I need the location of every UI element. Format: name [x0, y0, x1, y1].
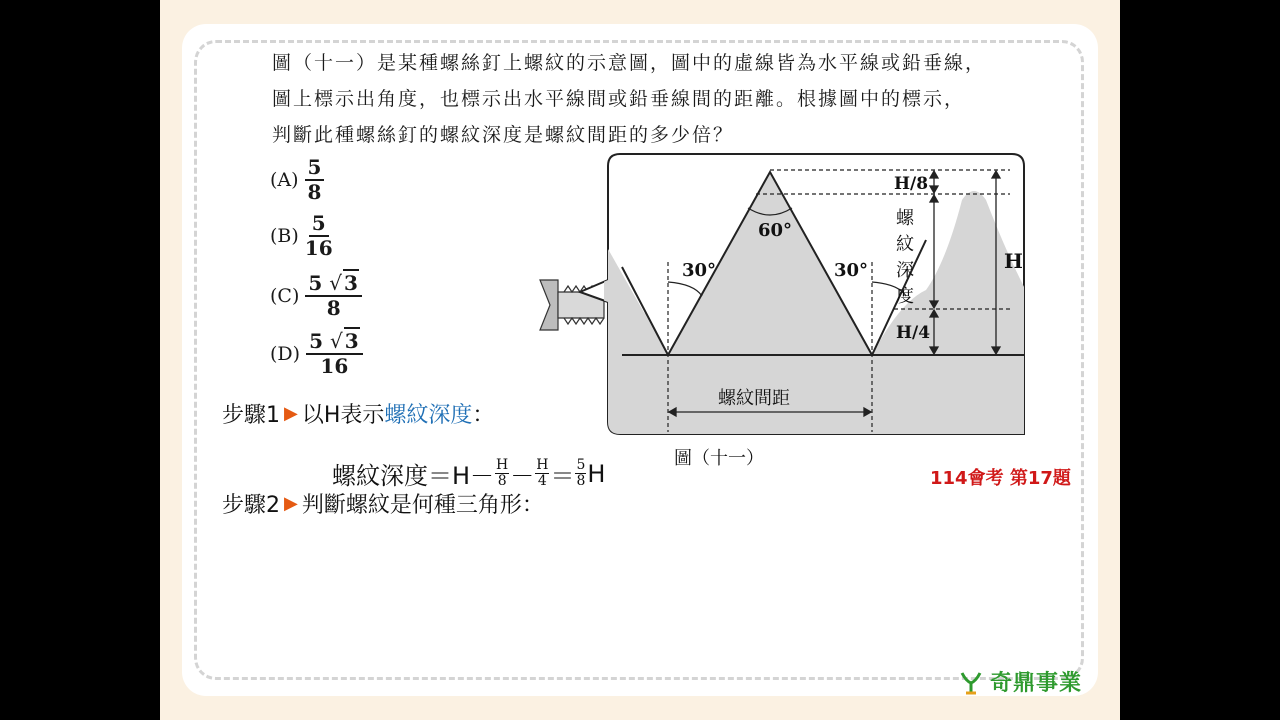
step1-text: 以H表示: [301, 403, 385, 428]
slide: [160, 0, 1120, 720]
question-line-2: 圖上標示出角度，也標示出水平線間或鉛垂線間的距離。根據圖中的標示，: [272, 88, 966, 110]
svg-text:深: 深: [896, 260, 914, 281]
option-d[interactable]: [270, 324, 363, 384]
fraction-numerator: 5 √ 3: [306, 331, 363, 355]
formula-minus: －: [510, 462, 535, 490]
pitch-label: 螺紋間距: [718, 388, 790, 409]
step2: [222, 488, 544, 519]
fraction-numerator: 5: [309, 213, 329, 237]
option-fraction: [305, 273, 362, 319]
logo-icon: [958, 669, 984, 695]
fraction-denominator: 16: [320, 354, 349, 378]
step1-highlight: 螺紋深度: [384, 403, 473, 428]
formula-lhs: 螺紋深度＝H－: [332, 462, 495, 490]
h4-label: H/4: [896, 323, 931, 343]
logo-text: 奇鼎事業: [990, 671, 1083, 696]
step1: [222, 398, 494, 429]
h-label: H: [1004, 249, 1023, 273]
h8-label: H/8: [894, 174, 929, 194]
angle-left-label: 30°: [682, 260, 717, 281]
question-line-3: 判斷此種螺絲釘的螺紋深度是螺紋間距的多少倍？: [272, 124, 735, 146]
option-c[interactable]: [270, 266, 362, 326]
thread-figure: [534, 152, 1034, 472]
formula-equals: ＝: [550, 462, 575, 490]
fraction-numerator: 5 √ 3: [305, 273, 362, 297]
option-fraction: [305, 213, 333, 259]
play-arrow-icon: ▶: [284, 403, 298, 424]
step2-text: 判斷螺紋是何種三角形：: [301, 493, 544, 518]
svg-text:度: 度: [896, 286, 914, 307]
option-label: (B): [270, 225, 299, 247]
content-card: [182, 24, 1098, 696]
step1-colon: ：: [472, 403, 495, 428]
svg-text:紋: 紋: [896, 234, 914, 255]
angle-top-label: 60°: [758, 220, 793, 241]
depth-formula: [332, 456, 605, 491]
fraction-numerator: 5: [305, 157, 325, 181]
play-arrow-icon: ▶: [284, 493, 298, 514]
logo: [958, 666, 1082, 697]
svg-text:螺: 螺: [896, 208, 914, 229]
option-label: (D): [270, 343, 301, 365]
formula-fraction-3: 5 8: [576, 456, 586, 489]
source-label: 114會考 第17題: [930, 468, 1071, 489]
fraction-denominator: 8: [326, 296, 341, 320]
option-fraction: [306, 331, 363, 377]
formula-tail: H: [587, 459, 606, 488]
angle-right-label: 30°: [834, 260, 869, 281]
step2-label: 步驟2: [222, 493, 280, 518]
option-label: (A): [270, 169, 299, 191]
option-label: (C): [270, 285, 300, 307]
option-b[interactable]: [270, 206, 333, 266]
question-line-1: 圖（十一）是某種螺絲釘上螺紋的示意圖，圖中的虛線皆為水平線或鉛垂線，: [272, 52, 987, 74]
option-fraction: [305, 157, 325, 203]
formula-fraction-1: H 8: [496, 456, 509, 489]
step1-label: 步驟1: [222, 403, 280, 428]
figure-caption: 圖（十一）: [674, 448, 764, 469]
fraction-denominator: 8: [307, 180, 322, 204]
formula-fraction-2: H 4: [536, 456, 549, 489]
option-a[interactable]: [270, 150, 324, 210]
fraction-denominator: 16: [304, 236, 333, 260]
